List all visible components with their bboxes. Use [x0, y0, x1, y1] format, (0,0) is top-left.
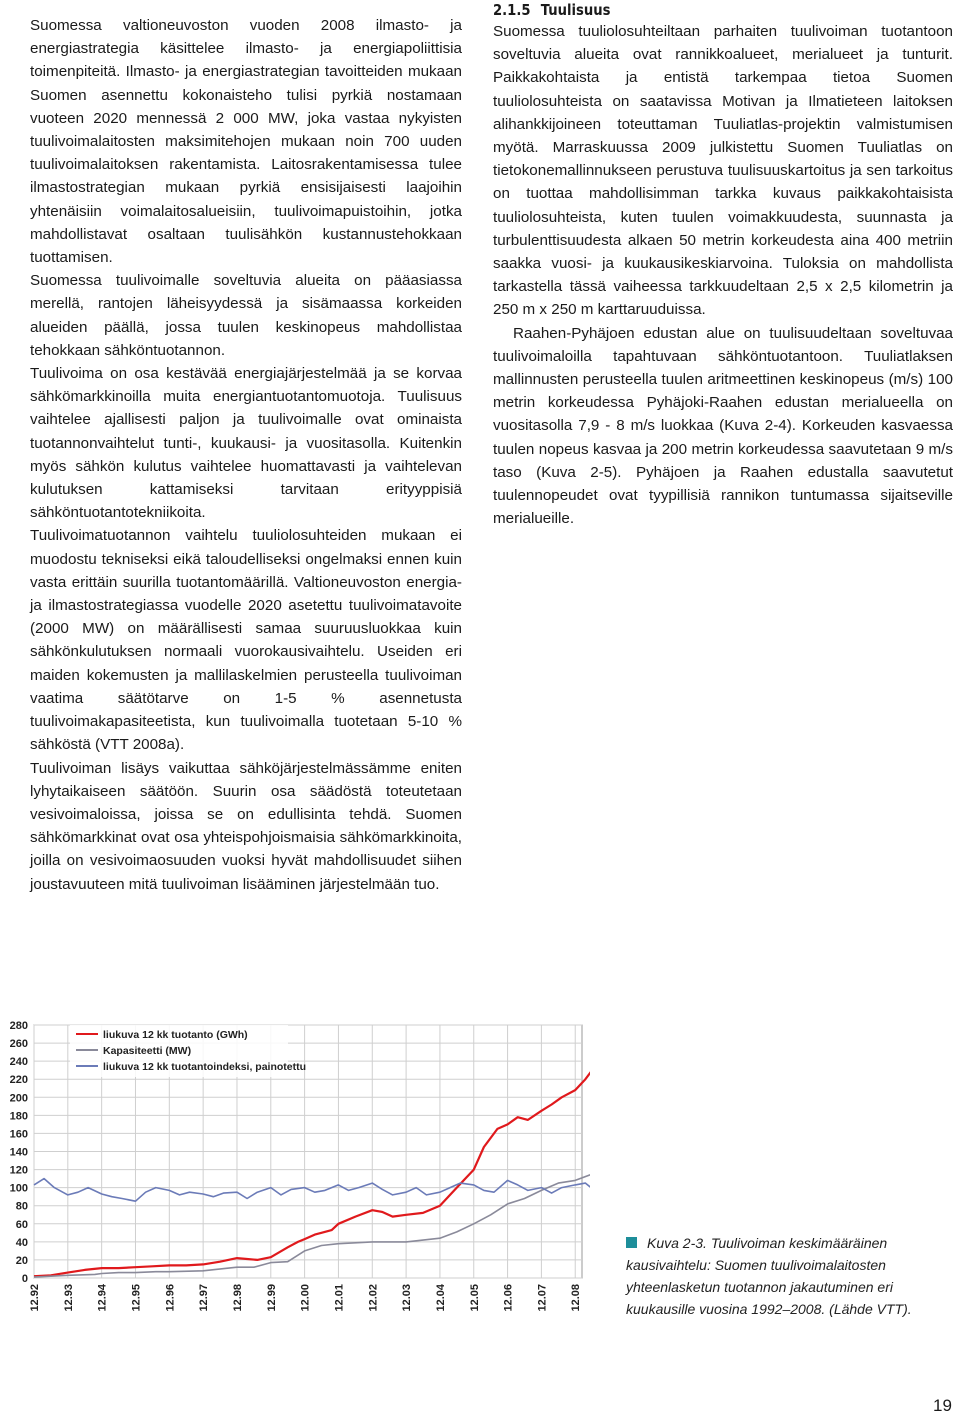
x-tick-label: 12.97 [198, 1284, 211, 1312]
page-number: 19 [933, 1396, 952, 1415]
y-tick-label: 80 [15, 1200, 28, 1213]
x-tick-label: 12.94 [96, 1284, 109, 1312]
y-tick-label: 220 [9, 1074, 28, 1087]
legend-label: liukuva 12 kk tuotantoindeksi, painotettu [103, 1061, 307, 1073]
y-tick-label: 260 [9, 1038, 28, 1051]
x-tick-label: 12.07 [536, 1284, 549, 1312]
y-tick-label: 40 [15, 1236, 28, 1249]
x-tick-label: 12.08 [570, 1284, 583, 1312]
paragraph: Tuulivoimatuotannon vaihtelu tuuliolosuhteiden mukaan ei muodostu tekniseksi eikä taloudelliseksi ongelmaksi ennen kuin vasta erittäin suurilla tuotantomäärillä. Valtioneuvoston energia- ja ilmastostrategiassa vuodelle 2020 asetettu tuulivoimatavoite (2000 MW) on määrällisesti samaa suuruusluokkaa kuin sähkönkulutuksen normaali vuorokausivaihtelu. Useiden eri maiden kokemusten ja mallilaskelmien perusteella tuulivoiman vaatima säätötarve on 1-5 % asennetusta tuulivoimakapasiteetista, kun tuulivoimalla tuotetaan 5-10 % sähköstä (VTT 2008a). [30, 527, 462, 754]
y-tick-label: 160 [9, 1128, 28, 1141]
x-tick-label: 12.00 [299, 1284, 312, 1312]
x-tick-label: 12.95 [130, 1284, 143, 1312]
x-tick-label: 12.96 [164, 1284, 177, 1312]
y-tick-label: 20 [15, 1254, 28, 1267]
paragraph: Suomessa tuulivoimalle soveltuvia alueita on pääasiassa merellä, rantojen läheisyydessä ja sisämaassa korkeiden alueiden päällä, jossa tuulen keskinopeus mahdollistaa tehokkaan sähköntuotannon. [30, 272, 462, 359]
left-column [30, 14, 462, 896]
y-tick-label: 240 [9, 1056, 28, 1069]
y-tick-label: 100 [9, 1182, 28, 1195]
x-tick-label: 12.98 [231, 1284, 244, 1312]
paragraph: Tuulivoiman lisäys vaikuttaa sähköjärjestelmässämme eniten lyhytaikaiseen säätöön. Suurin osa säädöstä toteutetaan vesivoimaloissa, joissa se on edullisinta tehdä. Suomen sähkömarkkinat ovat osa yhteispohjoismaisia sähkömarkkinoita, joilla on vesivoimaosuuden vuoksi hyvät mahdollisuudet siihen joustavuuteen mitä tuulivoiman lisääminen järjestelmään tuo. [30, 759, 462, 893]
wind-production-chart [0, 1005, 590, 1323]
x-tick-label: 12.04 [434, 1284, 447, 1312]
paragraph: Tuulivoima on osa kestävää energiajärjestelmää ja se korvaa sähkömarkkinoilla muita energiantuotantomuotoja. Tuulisuus vaihtelee ajallisesti paljon ja tuulivoimalle ovat ominaista tuotannonvaihtelut tunti-, kuukausi- ja vuositasolla. Kuitenkin myös sähkön kulutus vaihtelee huomattavasti ja vaihtelevan kulutuksen kattamiseksi tarvitaan erityyppisiä sähköntuotantotekniikoita. [30, 365, 462, 522]
x-tick-label: 12.92 [29, 1284, 41, 1312]
section-title: Tuulisuus [540, 1, 611, 19]
legend-label: liukuva 12 kk tuotanto (GWh) [103, 1029, 248, 1041]
y-tick-label: 200 [9, 1092, 28, 1105]
figure-caption [626, 1232, 946, 1320]
section-number: 2.1.5 [493, 1, 531, 19]
x-tick-label: 12.05 [468, 1284, 481, 1312]
paragraph: Raahen-Pyhäjoen edustan alue on tuulisuudeltaan soveltuvaa tuulivoimaloilla tapahtuvaan sähköntuotantoon. Tuuliatlaksen mallinnusten perusteella tuulen aritmeettinen keskinopeus (m/s) 100 metrin korkeudessa Pyhäjoki-Raahen edustan merialueella on vuositasolla 7,9 - 8 m/s luokkaa (Kuva 2-4). Korkeuden kasvaessa tuulen nopeus kasvaa ja 200 metrin korkeudessa saavutetaan 9 m/s taso (Kuva 2-5). Pyhäjoen ja Raahen edustalla saavutetut tuulennopeudet ovat tyypillisiä rannikon tuntumassa sijaitseville merialueille. [493, 324, 953, 528]
legend-label: Kapasiteetti (MW) [103, 1045, 192, 1057]
right-column [493, 0, 953, 530]
x-tick-label: 12.93 [62, 1284, 75, 1312]
y-tick-label: 120 [9, 1164, 28, 1177]
paragraph: Suomessa tuuliolosuhteiltaan parhaiten tuulivoiman tuotantoon soveltuvia alueita ovat rannikkoalueet, merialueet ja tunturit. Paikkakohtaista ja entistä tarkempaa tietoa Suomen tuuliolosuhteista on saatavissa Motivan ja Ilmatieteen laitoksen alihankkijoineen toteuttaman Tuuliatlas-projektin valmistumisen myötä. Marraskuussa 2009 julkistettu Suomen Tuuliatlas on tietokonemallinnukseen perustuva tuulisuuskartoitus ja sen tarkoitus on tuottaa mahdollisimman tarkka kuvaus paikkakohtaisista tuuliolosuhteista, kuten tuulen voimakkuudesta, suunnasta ja turbulenttisuudesta alkaen 50 metrin korkeudesta aina 400 metriin saakka vuosi- ja kuukausikeskiarvoina. Tuloksia on mahdollista tarkastella tässä vaiheessa tarkkuudeltaan 2,5 x 2,5 kilometrin ja 250 m x 250 m karttaruuduissa. [493, 23, 953, 319]
caption-marker-icon [626, 1237, 637, 1248]
y-tick-label: 60 [15, 1218, 28, 1231]
x-tick-label: 12.02 [367, 1284, 380, 1312]
paragraph: Suomessa valtioneuvoston vuoden 2008 ilmasto- ja energiastrategia käsittelee ilmasto- ja energiapoliittisia toimenpiteitä. Ilmasto- ja energiastrategian tavoitteiden mukaan Suomen asennettu kokonaisteho tulisi pyrkiä nostamaan vuoteen 2020 mennessä 2 000 MW, joka vastaa nykyisten tuulivoimalaitosten maksimitehojen mukaan noin 700 uuden tuulivoimalaitoksen rakentamista. Laitosrakentamisessa tulee ilmastostrategian mukaan pyrkiä ensisijaisesti laajoihin yhtenäisiin voimalaitosalueisiin, tuulivoimapuistoihin, jotka mahdollistavat osaltaan tuulisähkön kustannustehokkaan tuottamisen. [30, 17, 462, 267]
x-tick-label: 12.01 [333, 1284, 346, 1312]
y-tick-label: 180 [9, 1110, 28, 1123]
section-heading [493, 0, 884, 20]
x-tick-label: 12.06 [502, 1284, 515, 1312]
y-tick-label: 140 [9, 1146, 28, 1159]
x-tick-label: 12.03 [401, 1284, 414, 1312]
caption-text: Kuva 2-3. Tuulivoiman keskimääräinen kausivaihtelu: Suomen tuulivoimalaitosten yhteenlasketun tuotannon jakautuminen eri kuukausille vuosina 1992–2008. (Lähde VTT). [626, 1235, 912, 1317]
y-tick-label: 280 [9, 1020, 28, 1032]
x-tick-label: 12.99 [265, 1284, 278, 1312]
y-tick-label: 0 [21, 1273, 28, 1285]
